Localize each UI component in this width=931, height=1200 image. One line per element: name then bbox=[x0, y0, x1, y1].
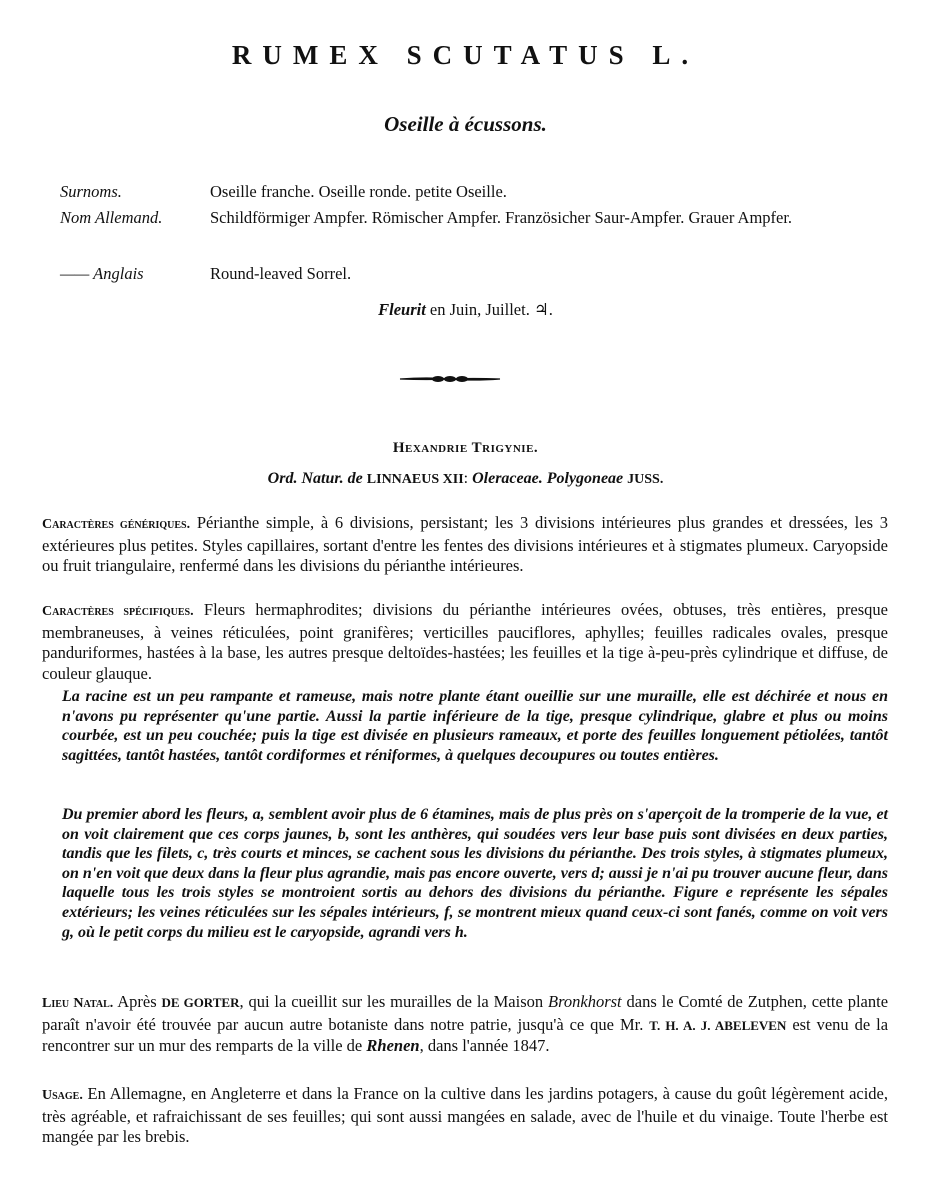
ornament-divider-icon bbox=[398, 369, 502, 389]
synonym-label: Nom Allemand. bbox=[60, 208, 163, 227]
specific-text: Fleurs hermaphrodites; divisions du périanthe intérieures ovées, obtuses, très entières, presque membraneuses, à veines réticulées, point granifères; verticilles pauciflores, aphylles; feuilles radicales ovales, presque panduriformes, hastées à la base, les autres presque deltoïdes-hastées; les feuilles et la tige à-peu-près cylindrique et diffuse, de couleur glauque. bbox=[42, 600, 888, 683]
specific-characters bbox=[42, 600, 888, 684]
city-name: Rhenen bbox=[366, 1036, 420, 1055]
habitat-text: Après bbox=[117, 992, 157, 1011]
habitat-text: dans le Comté de Zutphen, cette plante paraît n'avoir été trouvée par aucun autre botaniste dans notre patrie, jusqu'à ce que Mr. bbox=[42, 992, 889, 1034]
generic-heading: Caractères génériques. bbox=[42, 517, 191, 532]
habitat-heading: Lieu Natal. bbox=[42, 996, 114, 1011]
synonym-value: Schildförmiger Ampfer. Römischer Ampfer. Französicher Saur-Ampfer. Grauer Ampfer. bbox=[210, 208, 793, 227]
flowering-text: en Juin, Juillet. bbox=[429, 300, 530, 319]
habitat-paragraph bbox=[42, 992, 888, 1057]
page-subtitle: Oseille à écussons. bbox=[384, 112, 547, 136]
synonym-value: Round-leaved Sorrel. bbox=[210, 264, 352, 283]
habitat-text: , dans l'année 1847. bbox=[419, 1036, 550, 1055]
habitat-text: est venu de la rencontrer sur un mur des remparts de la ville de bbox=[42, 1014, 889, 1055]
usage-text: En Allemagne, en Angleterre et dans la France on la cultive dans les jardins potagers, à cause du goût légèrement acide, très agréable, et rafraichissant de ses feuilles; qui sont aussi mangées en salade, avec de l'huile et du vinaige. Toute l'herbe est mangée par les brebis. bbox=[42, 1084, 889, 1146]
generic-characters bbox=[42, 513, 888, 577]
place-name: Bronkhorst bbox=[548, 992, 622, 1011]
person-name: DE GORTER bbox=[161, 995, 240, 1010]
flowering-line bbox=[0, 300, 931, 320]
synonym-label: Surnoms. bbox=[60, 182, 122, 201]
perennial-symbol: ♃. bbox=[533, 300, 553, 319]
linnaean-class: Hexandrie Trigynie. bbox=[392, 440, 539, 456]
habitat-text: , qui la cueillit sur les murailles de la Maison bbox=[239, 992, 544, 1011]
order-author-alt: JUSS. bbox=[627, 472, 664, 487]
natural-order-line: Ord. Natur. de LINNAEUS XII: Oleraceae. Polygoneae JUSS. bbox=[267, 470, 664, 487]
synonym-label: —— Anglais bbox=[60, 264, 144, 283]
order-family-alt: Polygoneae bbox=[546, 470, 624, 487]
usage-heading: Usage. bbox=[42, 1088, 83, 1103]
description-root-stem: La racine est un peu rampante et rameuse, mais notre plante étant oueillie sur une muraille, elle est déchirée et nous en n'avons pu représenter qu'une partie. Aussi la partie inférieure de la tige, presque cylindrique, glabre et plus ou moins courbée, est un peu couchée; puis la tige est divisée en plusieurs rameaux, et porte des feuilles longuement pétiolées, tantôt sagittées, tantôt hastées, tantôt cordiformes et réniformes, à quelques decoupures ou toutes entières. bbox=[62, 688, 888, 764]
usage-paragraph bbox=[42, 1084, 888, 1148]
generic-text: Périanthe simple, à 6 divisions, persistant; les 3 divisions intérieures plus grandes et dressées, les 3 extérieures plus petites. Styles capillaires, sortant d'entre les fentes des divisions intérieures et à stigmates plumeux. Caryopside ou fruit triangulaire, renfermé dans les divisions du périanthe intérieures. bbox=[42, 513, 888, 575]
order-family: Oleraceae. bbox=[472, 470, 543, 487]
synonym-value: Oseille franche. Oseille ronde. petite Oseille. bbox=[210, 182, 507, 201]
description-flowers: Du premier abord les fleurs, a, semblent avoir plus de 6 étamines, mais de plus près on s'aperçoit de la tromperie de la vue, et on voit clairement que ces corps jaunes, b, sont les anthères, qui soudées vers leur base puis sont divisées en deux parties, tandis que les filets, c, très courts et minces, se cachent sous les divisions du périanthe. Des trois styles, à stigmates plumeux, on n'en voit que deux dans la fleur plus agrandie, mais pas encore ouverte, vers d; aussi je n'ai pu trouver aucune fleur, dans laquelle tous les trois styles se montroient sortis au dehors des divisions du périanthe. Figure e représente les sépales extérieurs; les veines réticulées sur les sépales intérieurs, f, se montrent mieux quand ceux-ci sont fanés, comme on voit vers g, où le petit corps du milieu est le caryopside, agrandi vers h. bbox=[62, 806, 888, 941]
specific-heading: Caractères spécifiques. bbox=[42, 604, 194, 619]
page-title: RUMEX SCUTATUS L. bbox=[231, 40, 700, 70]
order-author: LINNAEUS XII bbox=[366, 472, 464, 487]
flowering-label: Fleurit bbox=[378, 300, 426, 319]
order-prefix: Ord. Natur. de bbox=[267, 470, 363, 487]
person-name: T. H. A. J. ABELEVEN bbox=[649, 1017, 787, 1033]
